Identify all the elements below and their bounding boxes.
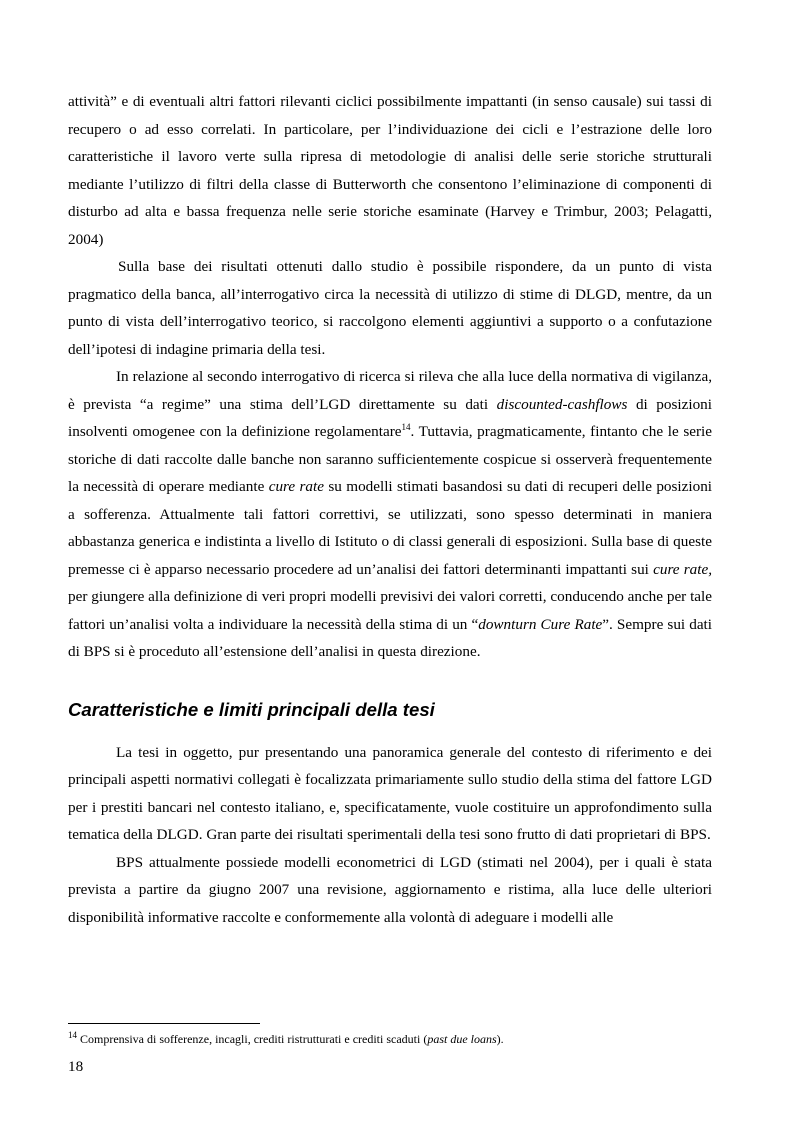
paragraph-3 <box>68 363 712 666</box>
p3-text-f: su modelli stimati basandosi su dati di recuperi delle posizioni a sofferenza. Attualmente tali fattori correttivi, se utilizzati, sono spesso determinati in maniera abbastanza generica e indistinta a livello di Istituto o di classi generali di esposizioni. Sulla base di queste premesse ci è apparso necessario procedere ad un’analisi dei fattori determinanti impattanti sui <box>68 478 713 578</box>
p3-italic-downturn: downturn Cure Rate <box>478 615 603 633</box>
footnote-marker: 14 <box>68 1030 77 1040</box>
p3-italic-discounted: discounted-cashflows <box>496 395 628 413</box>
p3-text-d: . Tuttavia, pragmaticamente, fintanto che le serie storiche di dati raccolte dalle banche non saranno sufficientemente cospicue si osserverà frequentemente la necessità di operare mediante <box>68 423 713 495</box>
footnote-italic: past due loans <box>427 1032 497 1046</box>
p3-italic-cure-rate-2: cure rate, <box>653 560 712 578</box>
p3-text-c: di posizioni insolventi omogenee con la definizione regolamentare <box>68 395 712 440</box>
p3-text-h: per giungere alla definizione di veri propri modelli previsivi dei valori corretti, conducendo anche per tale fattori un’analisi volta a individuare la necessità della stima di un “ <box>68 588 712 633</box>
footnote-ref-14: 14 <box>401 421 411 432</box>
paragraph-1: attività” e di eventuali altri fattori rilevanti ciclici possibilmente impattanti (in senso causale) sui tassi di recupero o ad esso correlati. In particolare, per l’individuazione dei cicli e l’estrazione delle loro caratteristiche il lavoro verte sulla ripresa di metodologie di analisi delle serie storiche strutturali mediante l’utilizzo di filtri della classe di Butterworth che consentono l’eliminazione di componenti di disturbo ad alta e bassa frequenza nelle serie storiche esaminate (Harvey e Trimbur, 2003; Pelagatti, 2004) <box>68 93 712 248</box>
paragraph-4: La tesi in oggetto, pur presentando una panoramica generale del contesto di riferimento e dei principali aspetti normativi collegati è focalizzata primariamente sullo studio della stima del fattore LGD per i prestiti bancari nel contesto italiano, e, specificatamente, vuole costituire un approfondimento sulla tematica della DLGD. Gran parte dei risultati sperimentali della tesi sono frutto di dati proprietari di BPS. <box>68 743 712 843</box>
footnote-14 <box>68 1031 712 1047</box>
p3-italic-cure-rate: cure rate <box>268 478 324 495</box>
p3-text-j: ”. Sempre sui dati di BPS si è proceduto all’estensione dell’analisi in questa direzione. <box>68 615 713 660</box>
footnote-end: ). <box>496 1032 504 1046</box>
page-number: 18 <box>68 1058 84 1075</box>
paragraph-2: Sulla base dei risultati ottenuti dallo studio è possibile rispondere, da un punto di vista pragmatico della banca, all’interrogativo circa la necessità di utilizzo di stime di DLGD, mentre, da un punto di vista dell’interrogativo teorico, si raccolgono elementi aggiuntivi a supporto o a confutazione dell’ipotesi di indagine primaria della tesi. <box>68 258 712 358</box>
p3-text-a: In relazione al secondo interrogativo di ricerca si rileva che alla luce della normativa di vigilanza, è prevista “a regime” una stima dell’LGD direttamente su dati <box>68 368 712 413</box>
footnote-text: Comprensiva di sofferenze, incagli, crediti ristrutturati e crediti scaduti ( <box>77 1032 428 1046</box>
page-body <box>68 88 712 931</box>
paragraph-5: BPS attualmente possiede modelli econometrici di LGD (stimati nel 2004), per i quali è stata prevista a partire da giugno 2007 una revisione, aggiornamento e ristima, alla luce delle ulteriori disponibilità informative raccolte e conformemente alla volontà di adeguare i modelli alle <box>68 853 712 926</box>
section-heading: Caratteristiche e limiti principali della tesi <box>68 698 435 720</box>
footnote-divider <box>68 1023 260 1024</box>
